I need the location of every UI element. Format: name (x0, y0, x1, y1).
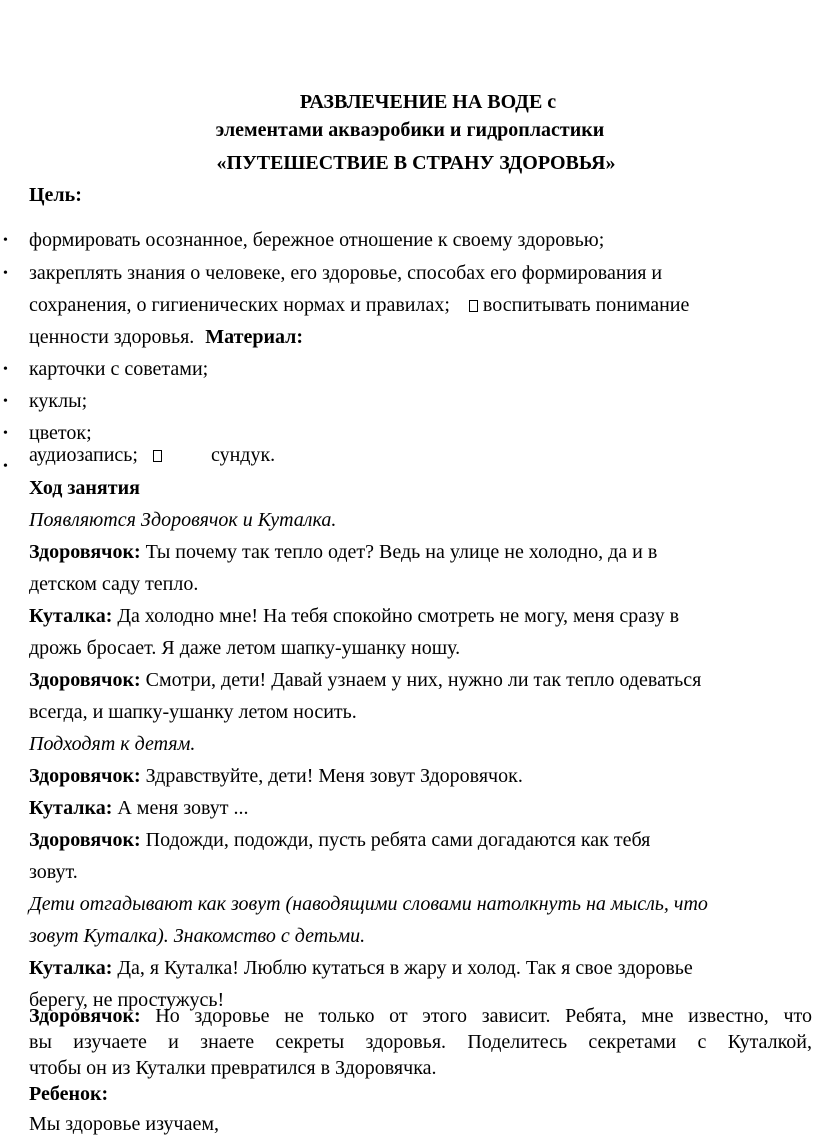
speaker: Здоровячок: (29, 765, 141, 787)
bullet-marker: • (3, 459, 8, 474)
dialog-line (29, 1004, 812, 1028)
stage-direction-3-line-2: зовут Куталка). Знакомство с детьми. (29, 925, 366, 947)
material-item-2: куклы; (29, 390, 88, 412)
stage-direction-3-line-1: Дети отгадывают как зовут (наводящими словами натолкнуть на мысль, что (29, 893, 708, 915)
speaker: Здоровячок: (29, 829, 141, 851)
speech-continued: зовут. (29, 861, 78, 883)
speaker: Куталка: (29, 605, 113, 627)
stage-direction-1: Появляются Здоровячок и Куталка. (29, 509, 337, 531)
goal-item-2-line-3 (29, 325, 303, 349)
material-item-4-5 (29, 443, 275, 467)
missing-glyph-icon (153, 450, 162, 462)
course-heading: Ход занятия (29, 477, 140, 499)
speech-continued: берегу, не простужусь! (29, 989, 225, 1011)
speech-continued: всегда, и шапку-ушанку летом носить. (29, 701, 357, 723)
speech-continued: Мы здоровье изучаем, (29, 1113, 220, 1135)
title-line-2: элементами акваэробики и гидропластики (215, 119, 605, 141)
missing-glyph-icon (469, 300, 478, 312)
speaker: Здоровячок: (29, 669, 141, 691)
dialog-line (29, 828, 650, 852)
speech: Смотри, дети! Давай узнаем у них, нужно ли так тепло одеваться (145, 669, 702, 691)
material-item-1: карточки с советами; (29, 358, 209, 380)
goal-item-1: формировать осознанное, бережное отношение к своему здоровью; (29, 229, 605, 251)
material-item-4: аудиозапись; (29, 444, 138, 466)
material-item-5: сундук. (210, 444, 276, 466)
title-line-3: «ПУТЕШЕСТВИЕ В СТРАНУ ЗДОРОВЬЯ» (216, 152, 616, 174)
speech: Но здоровье не только от этого зависит. Ребята, мне известно, что (155, 1005, 812, 1027)
speaker: Здоровячок: (29, 1005, 141, 1027)
title-line-1: РАЗВЛЕЧЕНИЕ НА ВОДЕ с (299, 91, 557, 113)
speech-continued: вы изучаете и знаете секреты здоровья. Поделитесь секретами с Куталкой, (29, 1031, 812, 1053)
materials-heading: Материал: (205, 326, 304, 348)
dialog-line (29, 540, 657, 564)
dialog-line (29, 668, 701, 692)
speech: Да, я Куталка! Люблю кутаться в жару и холод. Так я свое здоровье (117, 957, 693, 979)
speech: Да холодно мне! На тебя спокойно смотреть не могу, меня сразу в (117, 605, 680, 627)
speaker-child: Ребенок: (29, 1083, 109, 1105)
speaker: Куталка: (29, 957, 113, 979)
dialog-line (29, 956, 693, 980)
material-item-3: цветок; (29, 422, 92, 444)
bullet-marker: • (3, 266, 8, 281)
speaker: Здоровячок: (29, 541, 141, 563)
goal-item-2-part-a: сохранения, о гигиенических нормах и правилах; (29, 294, 450, 316)
speech: А меня зовут ... (117, 797, 249, 819)
goal-item-2-part-c: ценности здоровья. (29, 326, 195, 348)
dialog-line (29, 764, 523, 788)
speech-continued: детском саду тепло. (29, 573, 199, 595)
speech-continued: чтобы он из Куталки превратился в Здоровячка. (29, 1057, 437, 1079)
speech: Подожди, подожди, пусть ребята сами догадаются как тебя (145, 829, 651, 851)
dialog-line (29, 796, 249, 820)
speech-continued: дрожь бросает. Я даже летом шапку-ушанку ношу. (29, 637, 461, 659)
bullet-marker: • (3, 233, 8, 248)
goal-item-2-line-1: закреплять знания о человеке, его здоровье, способах его формирования и (29, 262, 663, 284)
speech: Здравствуйте, дети! Меня зовут Здоровячок. (145, 765, 523, 787)
goal-heading: Цель: (29, 184, 82, 206)
dialog-line (29, 604, 679, 628)
bullet-marker: • (3, 394, 8, 409)
bullet-marker: • (3, 362, 8, 377)
goal-item-2-part-b: воспитывать понимание (482, 294, 690, 316)
stage-direction-2: Подходят к детям. (29, 733, 196, 755)
speaker: Куталка: (29, 797, 113, 819)
speech: Ты почему так тепло одет? Ведь на улице не холодно, да и в (145, 541, 658, 563)
goal-item-2-line-2 (29, 293, 689, 317)
bullet-marker: • (3, 426, 8, 441)
